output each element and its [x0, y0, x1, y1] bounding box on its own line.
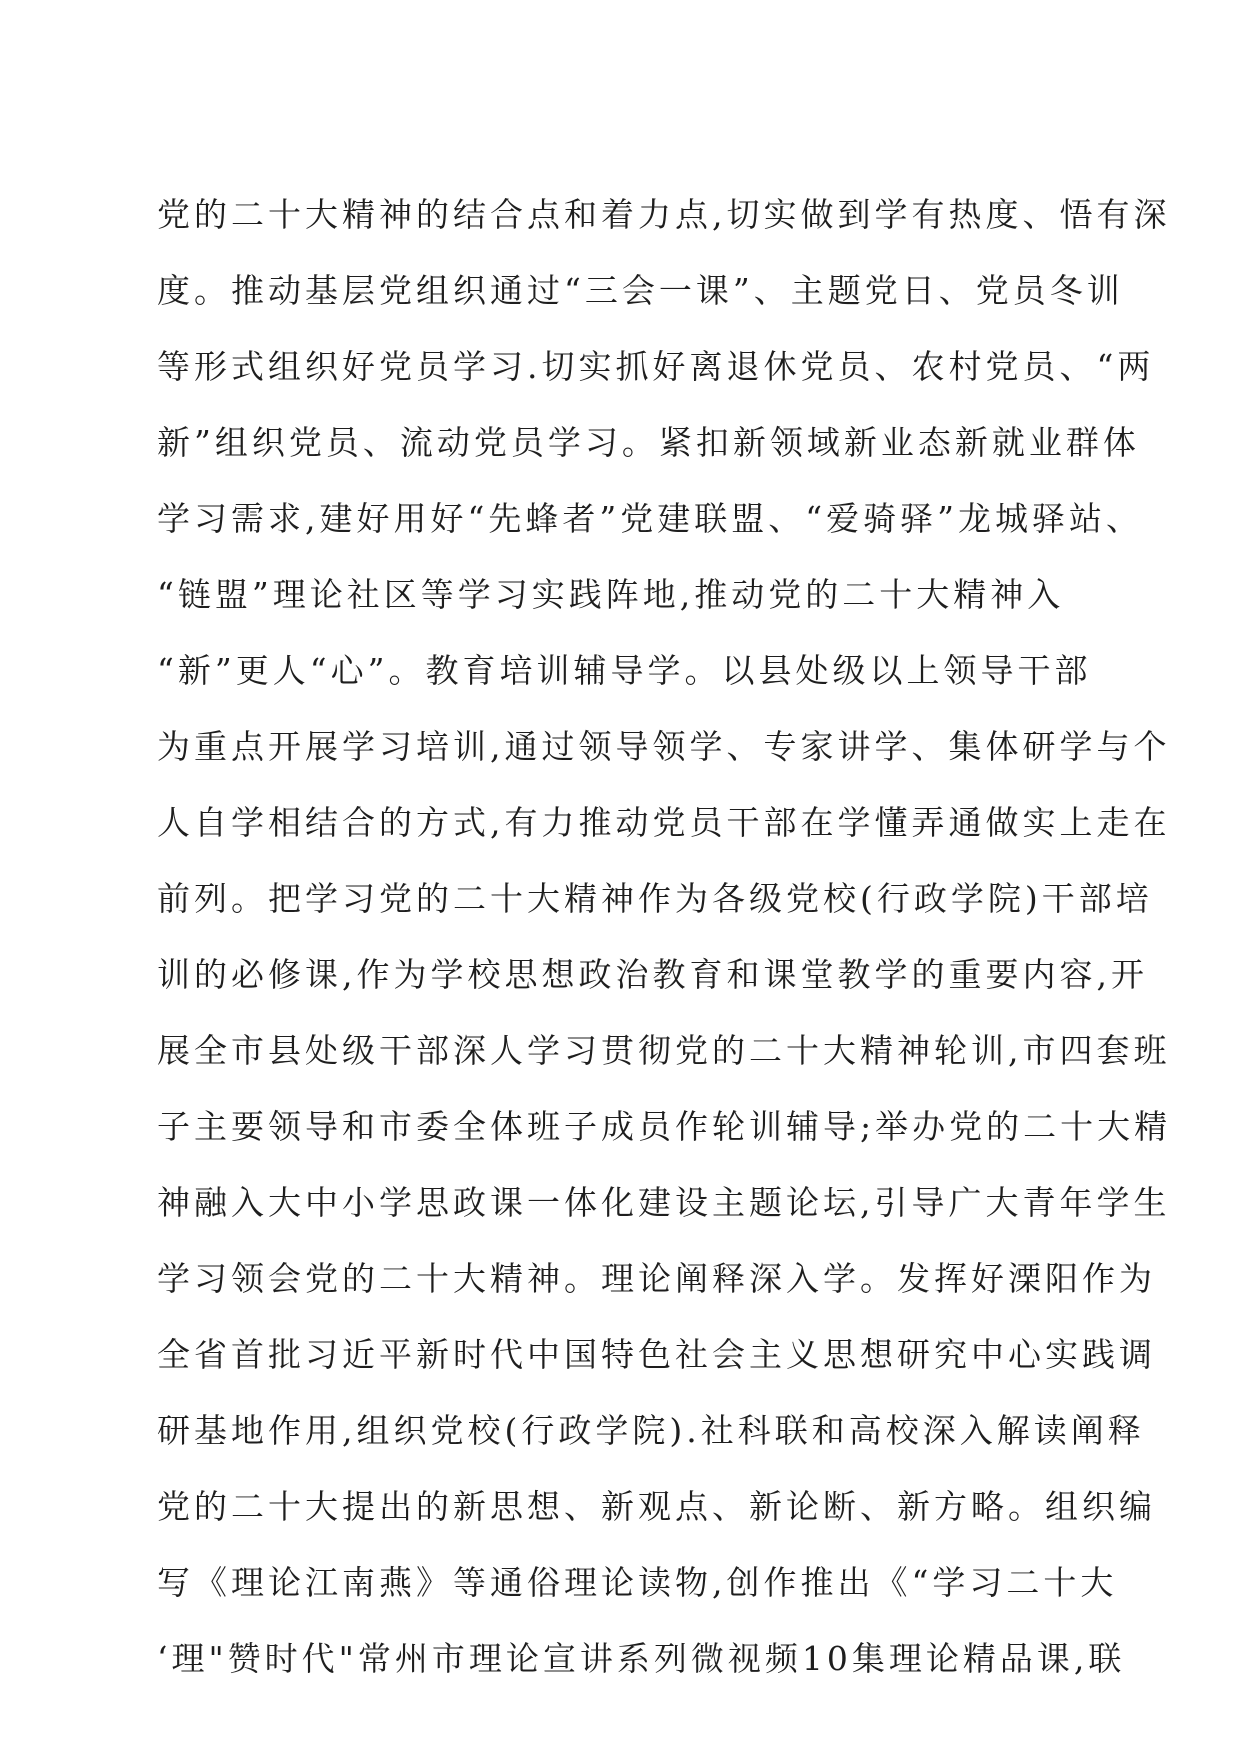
text-line: 为重点开展学习培训,通过领导领学、专家讲学、集体研学与个 [157, 727, 1171, 766]
text-line: ‘理"赞时代"常州市理论宣讲系列微视频10集理论精品课,联 [157, 1639, 1126, 1678]
text-line: 前列。把学习党的二十大精神作为各级党校(行政学院)干部培 [157, 879, 1153, 918]
text-line: 训的必修课,作为学校思想政治教育和课堂教学的重要内容,开 [157, 955, 1148, 994]
text-line: 学习领会党的二十大精神。理论阐释深入学。发挥好溧阳作为 [157, 1259, 1156, 1298]
text-line: “新”更人“心”。教育培训辅导学。以县处级以上领导干部 [157, 651, 1092, 690]
body-text [157, 190, 1172, 1710]
text-line: 党的二十大提出的新思想、新观点、新论断、新方略。组织编 [157, 1487, 1156, 1526]
text-line: 写《理论江南燕》等通俗理论读物,创作推出《“学习二十大 [157, 1563, 1118, 1602]
text-line: 度。推动基层党组织通过“三会一课”、主题党日、党员冬训 [157, 271, 1124, 310]
text-line: 等形式组织好党员学习.切实抓好离退休党员、农村党员、“两 [157, 347, 1155, 386]
text-line: 人自学相结合的方式,有力推动党员干部在学懂弄通做实上走在 [157, 803, 1171, 842]
text-line: 神融入大中小学思政课一体化建设主题论坛,引导广大青年学生 [157, 1183, 1171, 1222]
text-line: 研基地作用,组织党校(行政学院).社科联和高校深入解读阐释 [157, 1411, 1145, 1450]
text-line: 展全市县处级干部深人学习贯彻党的二十大精神轮训,市四套班 [157, 1031, 1171, 1070]
text-line: 全省首批习近平新时代中国特色社会主义思想研究中心实践调 [157, 1335, 1156, 1374]
text-line: 党的二十大精神的结合点和着力点,切实做到学有热度、悟有深 [157, 195, 1171, 234]
text-line: 子主要领导和市委全体班子成员作轮训辅导;举办党的二十大精 [157, 1107, 1172, 1146]
text-line: “链盟”理论社区等学习实践阵地,推动党的二十大精神入 [157, 575, 1065, 614]
text-line: 新”组织党员、流动党员学习。紧扣新领域新业态新就业群体 [157, 423, 1140, 462]
text-line: 学习需求,建好用好“先蜂者”党建联盟、“爱骑驿”龙城驿站、 [157, 499, 1143, 538]
